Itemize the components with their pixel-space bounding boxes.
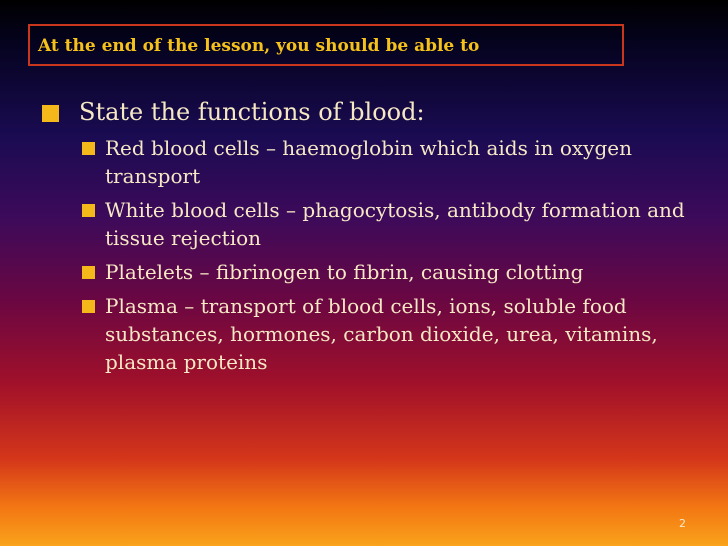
sub-bullet-item bbox=[82, 196, 692, 252]
slide-title: At the end of the lesson, you should be able to bbox=[38, 36, 480, 56]
main-bullet-text: State the functions of blood: bbox=[79, 98, 425, 126]
sub-bullet-text: Red blood cells – haemoglobin which aids in oxygen transport bbox=[105, 136, 632, 188]
slide-content bbox=[42, 98, 692, 382]
sub-bullet-text: White blood cells – phagocytosis, antibody formation and tissue rejection bbox=[105, 198, 685, 250]
square-bullet-icon bbox=[82, 142, 95, 155]
slide-title-box bbox=[28, 24, 624, 66]
sub-bullet-item bbox=[82, 134, 692, 190]
sub-bullet-text: Platelets – fibrinogen to fibrin, causing clotting bbox=[105, 260, 584, 284]
sub-bullet-item bbox=[82, 292, 692, 376]
square-bullet-icon bbox=[82, 266, 95, 279]
main-bullet-item bbox=[42, 98, 692, 126]
page-number: 2 bbox=[679, 517, 686, 530]
square-bullet-icon bbox=[82, 300, 95, 313]
sub-bullet-item bbox=[82, 258, 692, 286]
square-bullet-icon bbox=[82, 204, 95, 217]
sub-bullet-text: Plasma – transport of blood cells, ions, soluble food substances, hormones, carbon dioxide, urea, vitamins, plasma proteins bbox=[105, 294, 658, 374]
square-bullet-icon bbox=[42, 105, 59, 122]
